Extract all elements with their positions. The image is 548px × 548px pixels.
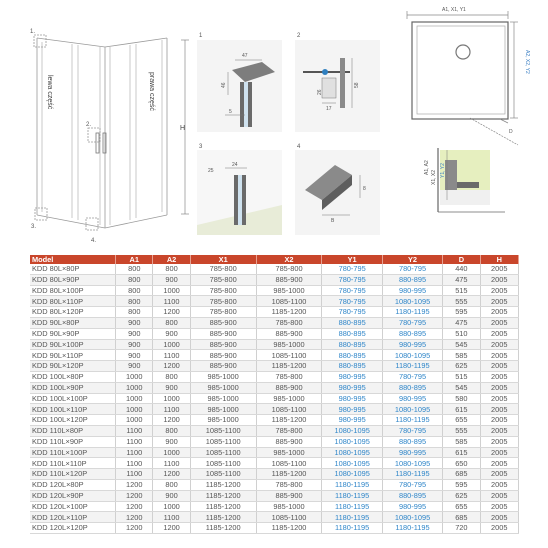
cell-y1: 1180-1195 <box>322 512 382 523</box>
cell-y2: 880-895 <box>382 490 442 501</box>
cell-model: KDD 120L×120P <box>30 523 116 534</box>
cell-a1: 800 <box>116 296 153 307</box>
cell-x1: 1085-1100 <box>190 469 256 480</box>
dim-46: 46 <box>221 82 227 88</box>
cell-x2: 885-900 <box>256 382 322 393</box>
cell-d: 595 <box>443 479 480 490</box>
cell-d: 585 <box>443 350 480 361</box>
cell-h: 2005 <box>480 307 518 318</box>
cell-h: 2005 <box>480 479 518 490</box>
detail-panel-2 <box>295 40 380 132</box>
cell-y2: 1180-1195 <box>382 469 442 480</box>
cell-x2: 1085-1100 <box>256 458 322 469</box>
cell-y2: 980-995 <box>382 285 442 296</box>
cell-h: 2005 <box>480 371 518 382</box>
cell-x2: 1085-1100 <box>256 296 322 307</box>
cell-x1: 1085-1100 <box>190 436 256 447</box>
cell-d: 545 <box>443 382 480 393</box>
cell-h: 2005 <box>480 361 518 372</box>
header-a1: A1 <box>116 255 153 264</box>
cell-a1: 800 <box>116 285 153 296</box>
table-row <box>30 264 519 274</box>
cell-h: 2005 <box>480 317 518 328</box>
cell-a2: 900 <box>153 328 190 339</box>
cell-y1: 780-795 <box>322 296 382 307</box>
cell-y1: 1180-1195 <box>322 490 382 501</box>
cell-y1: 880-895 <box>322 317 382 328</box>
height-label: H <box>180 125 186 132</box>
cell-a1: 1200 <box>116 512 153 523</box>
cell-y2: 780-795 <box>382 317 442 328</box>
technical-drawings <box>0 0 548 250</box>
cell-model: KDD 80L×100P <box>30 285 116 296</box>
label-1-ref: 1. <box>30 29 36 35</box>
dim-8: 8 <box>363 186 366 192</box>
cell-x1: 1085-1100 <box>190 447 256 458</box>
cell-model: KDD 80L×120P <box>30 307 116 318</box>
cell-model: KDD 90L×80P <box>30 317 116 328</box>
cell-a1: 1200 <box>116 490 153 501</box>
cell-a1: 800 <box>116 274 153 285</box>
cell-y1: 1080-1095 <box>322 469 382 480</box>
cell-h: 2005 <box>480 285 518 296</box>
cell-d: 515 <box>443 371 480 382</box>
panel-4-number: 4 <box>297 144 301 150</box>
cell-a1: 800 <box>116 307 153 318</box>
table-row <box>30 469 519 480</box>
plan-top-dimension: A1, X1, Y1 <box>442 7 466 13</box>
cell-model: KDD 110L×100P <box>30 447 116 458</box>
cell-x2: 885-900 <box>256 490 322 501</box>
cell-y1: 1180-1195 <box>322 479 382 490</box>
cell-a1: 900 <box>116 328 153 339</box>
cell-x2: 785-800 <box>256 264 322 274</box>
cell-d: 685 <box>443 512 480 523</box>
cell-x2: 785-800 <box>256 425 322 436</box>
cell-a2: 800 <box>153 264 190 274</box>
cell-x1: 985-1000 <box>190 415 256 426</box>
cell-y2: 1180-1195 <box>382 361 442 372</box>
cell-x2: 1185-1200 <box>256 523 322 534</box>
cell-a2: 1000 <box>153 393 190 404</box>
cell-a2: 1000 <box>153 447 190 458</box>
table-row <box>30 415 519 426</box>
label-3-ref: 3. <box>31 224 37 230</box>
detail-panel-3 <box>197 150 282 235</box>
cell-a2: 800 <box>153 371 190 382</box>
cell-y2: 1080-1095 <box>382 458 442 469</box>
cell-y1: 780-795 <box>322 264 382 274</box>
detail-panel-1 <box>197 40 282 132</box>
cell-y1: 880-895 <box>322 361 382 372</box>
header-y2: Y2 <box>382 255 442 264</box>
cell-a2: 900 <box>153 274 190 285</box>
table-header-row <box>30 255 519 264</box>
cell-y2: 880-895 <box>382 382 442 393</box>
cell-d: 475 <box>443 274 480 285</box>
cell-model: KDD 120L×90P <box>30 490 116 501</box>
cell-h: 2005 <box>480 328 518 339</box>
table-row <box>30 274 519 285</box>
cell-x1: 1185-1200 <box>190 479 256 490</box>
cell-a2: 1200 <box>153 469 190 480</box>
cell-y1: 880-895 <box>322 350 382 361</box>
cell-d: 475 <box>443 317 480 328</box>
cell-model: KDD 110L×80P <box>30 425 116 436</box>
cell-a1: 1000 <box>116 382 153 393</box>
cell-x2: 885-900 <box>256 274 322 285</box>
cell-a2: 1000 <box>153 285 190 296</box>
cell-d: 510 <box>443 328 480 339</box>
cell-x1: 985-1000 <box>190 393 256 404</box>
cell-h: 2005 <box>480 382 518 393</box>
cell-x2: 985-1000 <box>256 447 322 458</box>
cell-model: KDD 90L×90P <box>30 328 116 339</box>
cell-x1: 785-800 <box>190 274 256 285</box>
header-a2: A2 <box>153 255 190 264</box>
cell-h: 2005 <box>480 501 518 512</box>
cell-x1: 785-800 <box>190 296 256 307</box>
cell-model: KDD 100L×100P <box>30 393 116 404</box>
table-row <box>30 490 519 501</box>
cell-a2: 1200 <box>153 415 190 426</box>
cell-h: 2005 <box>480 490 518 501</box>
cell-model: KDD 120L×80P <box>30 479 116 490</box>
cell-d: 655 <box>443 501 480 512</box>
cell-d: 650 <box>443 458 480 469</box>
table-row <box>30 296 519 307</box>
cell-a2: 1100 <box>153 458 190 469</box>
cell-h: 2005 <box>480 350 518 361</box>
cell-x2: 1085-1100 <box>256 350 322 361</box>
cell-y1: 880-895 <box>322 339 382 350</box>
plan-side-dimension: A2, X2, Y2 <box>524 50 530 74</box>
cell-y2: 780-795 <box>382 371 442 382</box>
cell-d: 585 <box>443 436 480 447</box>
cell-h: 2005 <box>480 469 518 480</box>
dimensions-table <box>30 255 519 534</box>
table-row <box>30 307 519 318</box>
cell-h: 2005 <box>480 447 518 458</box>
cell-d: 580 <box>443 393 480 404</box>
dim-5: 5 <box>229 109 232 115</box>
cell-d: 625 <box>443 490 480 501</box>
cell-a2: 900 <box>153 382 190 393</box>
cell-a2: 1000 <box>153 501 190 512</box>
dimensions-table-wrapper <box>30 255 519 534</box>
cell-x1: 985-1000 <box>190 404 256 415</box>
cell-y2: 1180-1195 <box>382 307 442 318</box>
cell-model: KDD 80L×90P <box>30 274 116 285</box>
plan-view <box>407 11 518 145</box>
cell-a1: 900 <box>116 350 153 361</box>
cell-x2: 985-1000 <box>256 285 322 296</box>
table-row <box>30 328 519 339</box>
cell-x2: 785-800 <box>256 317 322 328</box>
cell-d: 615 <box>443 404 480 415</box>
table-row <box>30 285 519 296</box>
cell-y2: 780-795 <box>382 264 442 274</box>
cell-d: 685 <box>443 469 480 480</box>
cell-a1: 1200 <box>116 523 153 534</box>
table-row <box>30 382 519 393</box>
table-row <box>30 458 519 469</box>
cell-h: 2005 <box>480 458 518 469</box>
cell-a2: 1100 <box>153 350 190 361</box>
cell-model: KDD 100L×90P <box>30 382 116 393</box>
cell-y1: 780-795 <box>322 274 382 285</box>
cell-a1: 1100 <box>116 436 153 447</box>
cell-a2: 800 <box>153 425 190 436</box>
cell-h: 2005 <box>480 415 518 426</box>
cell-x2: 1185-1200 <box>256 415 322 426</box>
cell-y1: 980-995 <box>322 404 382 415</box>
header-model: Model <box>30 255 116 264</box>
cell-y2: 880-895 <box>382 274 442 285</box>
cell-h: 2005 <box>480 264 518 274</box>
cell-d: 515 <box>443 285 480 296</box>
cell-y1: 780-795 <box>322 285 382 296</box>
cell-model: KDD 90L×110P <box>30 350 116 361</box>
table-row <box>30 361 519 372</box>
cell-model: KDD 80L×110P <box>30 296 116 307</box>
cell-x1: 1085-1100 <box>190 458 256 469</box>
cell-a2: 1200 <box>153 523 190 534</box>
cell-x1: 1185-1200 <box>190 512 256 523</box>
cell-h: 2005 <box>480 523 518 534</box>
cell-a1: 800 <box>116 264 153 274</box>
cell-x1: 885-900 <box>190 317 256 328</box>
panel-3-number: 3 <box>199 144 203 150</box>
cell-y2: 980-995 <box>382 447 442 458</box>
cell-d: 555 <box>443 296 480 307</box>
cell-a2: 1200 <box>153 307 190 318</box>
side-Y-dimension: Y1, Y2 <box>440 163 446 178</box>
cell-x1: 1185-1200 <box>190 490 256 501</box>
cell-y1: 1180-1195 <box>322 501 382 512</box>
cell-x1: 1085-1100 <box>190 425 256 436</box>
cell-model: KDD 110L×120P <box>30 469 116 480</box>
cell-h: 2005 <box>480 296 518 307</box>
cell-x1: 885-900 <box>190 361 256 372</box>
cell-y1: 1080-1095 <box>322 458 382 469</box>
table-row <box>30 523 519 534</box>
cell-model: KDD 90L×120P <box>30 361 116 372</box>
dim-58: 58 <box>354 82 360 88</box>
cell-a1: 1000 <box>116 393 153 404</box>
cell-model: KDD 80L×80P <box>30 264 116 274</box>
cell-a2: 1000 <box>153 339 190 350</box>
cell-x2: 885-900 <box>256 436 322 447</box>
cell-y2: 1080-1095 <box>382 350 442 361</box>
table-row <box>30 479 519 490</box>
dim-25: 25 <box>208 168 214 174</box>
cell-model: KDD 90L×100P <box>30 339 116 350</box>
table-row <box>30 393 519 404</box>
cell-x2: 985-1000 <box>256 339 322 350</box>
cell-a1: 1200 <box>116 479 153 490</box>
cell-x1: 985-1000 <box>190 382 256 393</box>
cell-d: 595 <box>443 307 480 318</box>
cell-a2: 1100 <box>153 512 190 523</box>
cell-x2: 785-800 <box>256 371 322 382</box>
cell-x1: 885-900 <box>190 328 256 339</box>
cell-h: 2005 <box>480 425 518 436</box>
cell-d: 440 <box>443 264 480 274</box>
cell-y1: 880-895 <box>322 328 382 339</box>
cell-model: KDD 100L×120P <box>30 415 116 426</box>
cell-a2: 1200 <box>153 361 190 372</box>
cell-model: KDD 100L×110P <box>30 404 116 415</box>
cell-x2: 985-1000 <box>256 501 322 512</box>
header-x1: X1 <box>190 255 256 264</box>
cell-y2: 880-895 <box>382 328 442 339</box>
cell-y2: 780-795 <box>382 425 442 436</box>
cell-y1: 980-995 <box>322 382 382 393</box>
cell-a1: 900 <box>116 361 153 372</box>
cell-y2: 1080-1095 <box>382 512 442 523</box>
table-body <box>30 264 519 533</box>
cell-d: 555 <box>443 425 480 436</box>
cell-h: 2005 <box>480 274 518 285</box>
cell-y1: 1180-1195 <box>322 523 382 534</box>
table-row <box>30 350 519 361</box>
cell-y2: 980-995 <box>382 393 442 404</box>
cell-a1: 900 <box>116 339 153 350</box>
cell-d: 720 <box>443 523 480 534</box>
cell-y2: 1180-1195 <box>382 523 442 534</box>
cell-h: 2005 <box>480 404 518 415</box>
cell-x1: 785-800 <box>190 285 256 296</box>
cell-a1: 900 <box>116 317 153 328</box>
cell-x1: 1185-1200 <box>190 523 256 534</box>
cell-h: 2005 <box>480 339 518 350</box>
plan-d-dimension: D <box>509 129 513 135</box>
cell-a1: 1200 <box>116 501 153 512</box>
left-part-label: lewa część <box>46 75 53 110</box>
side-A-dimension: A1, A2 <box>424 160 430 175</box>
cell-y2: 980-995 <box>382 339 442 350</box>
cell-a1: 1000 <box>116 371 153 382</box>
cell-y2: 1080-1095 <box>382 404 442 415</box>
cell-model: KDD 120L×110P <box>30 512 116 523</box>
dim-17: 17 <box>326 106 332 112</box>
cell-model: KDD 100L×80P <box>30 371 116 382</box>
detail-panel-4 <box>295 150 380 235</box>
cell-d: 615 <box>443 447 480 458</box>
cell-x2: 1185-1200 <box>256 361 322 372</box>
enclosure-perspective <box>34 35 189 230</box>
cell-d: 545 <box>443 339 480 350</box>
cell-d: 655 <box>443 415 480 426</box>
cell-x2: 1185-1200 <box>256 307 322 318</box>
cell-a1: 1100 <box>116 469 153 480</box>
cell-a2: 1100 <box>153 404 190 415</box>
header-h: H <box>480 255 518 264</box>
cell-x2: 1185-1200 <box>256 469 322 480</box>
cell-x1: 785-800 <box>190 307 256 318</box>
cell-y1: 980-995 <box>322 393 382 404</box>
side-X-dimension: X1, X2 <box>431 169 437 185</box>
cell-x2: 1085-1100 <box>256 512 322 523</box>
cell-d: 625 <box>443 361 480 372</box>
cell-a2: 800 <box>153 317 190 328</box>
header-x2: X2 <box>256 255 322 264</box>
right-part-label: prawa część <box>148 72 155 111</box>
cell-h: 2005 <box>480 393 518 404</box>
panel-2-number: 2 <box>297 33 301 39</box>
cell-x1: 1185-1200 <box>190 501 256 512</box>
cell-a1: 1000 <box>116 404 153 415</box>
cell-x2: 1085-1100 <box>256 404 322 415</box>
table-row <box>30 317 519 328</box>
cell-y1: 980-995 <box>322 371 382 382</box>
header-y1: Y1 <box>322 255 382 264</box>
dim-47: 47 <box>242 53 248 59</box>
cell-y2: 780-795 <box>382 479 442 490</box>
cell-a2: 800 <box>153 479 190 490</box>
cell-x1: 785-800 <box>190 264 256 274</box>
cell-a1: 1100 <box>116 425 153 436</box>
cell-model: KDD 110L×110P <box>30 458 116 469</box>
cell-y2: 880-895 <box>382 436 442 447</box>
table-row <box>30 447 519 458</box>
table-row <box>30 436 519 447</box>
cell-y2: 980-995 <box>382 501 442 512</box>
cell-a2: 1100 <box>153 296 190 307</box>
table-row <box>30 425 519 436</box>
cell-x1: 985-1000 <box>190 371 256 382</box>
dim-26: 26 <box>317 89 323 95</box>
cell-y1: 1080-1095 <box>322 447 382 458</box>
cell-model: KDD 120L×100P <box>30 501 116 512</box>
dim-24: 24 <box>232 162 238 168</box>
table-row <box>30 512 519 523</box>
table-row <box>30 404 519 415</box>
table-row <box>30 371 519 382</box>
cell-y1: 780-795 <box>322 307 382 318</box>
cell-model: KDD 110L×90P <box>30 436 116 447</box>
cell-y2: 1080-1095 <box>382 296 442 307</box>
cell-h: 2005 <box>480 512 518 523</box>
label-2-ref: 2. <box>86 122 92 128</box>
cell-a1: 1000 <box>116 415 153 426</box>
cell-y1: 980-995 <box>322 415 382 426</box>
cell-a1: 1100 <box>116 458 153 469</box>
table-row <box>30 339 519 350</box>
label-4-ref: 4. <box>91 238 97 244</box>
cell-y1: 1080-1095 <box>322 425 382 436</box>
cell-y2: 1180-1195 <box>382 415 442 426</box>
cell-a2: 900 <box>153 490 190 501</box>
cell-a2: 900 <box>153 436 190 447</box>
cell-x1: 885-900 <box>190 350 256 361</box>
cell-y1: 1080-1095 <box>322 436 382 447</box>
cell-a1: 1100 <box>116 447 153 458</box>
cell-x2: 885-900 <box>256 328 322 339</box>
cell-x1: 885-900 <box>190 339 256 350</box>
panel-1-number: 1 <box>199 33 203 39</box>
cell-x2: 985-1000 <box>256 393 322 404</box>
cell-x2: 785-800 <box>256 479 322 490</box>
table-row <box>30 501 519 512</box>
header-d: D <box>443 255 480 264</box>
side-profile <box>438 148 505 212</box>
dim-B: B <box>331 218 335 224</box>
cell-h: 2005 <box>480 436 518 447</box>
